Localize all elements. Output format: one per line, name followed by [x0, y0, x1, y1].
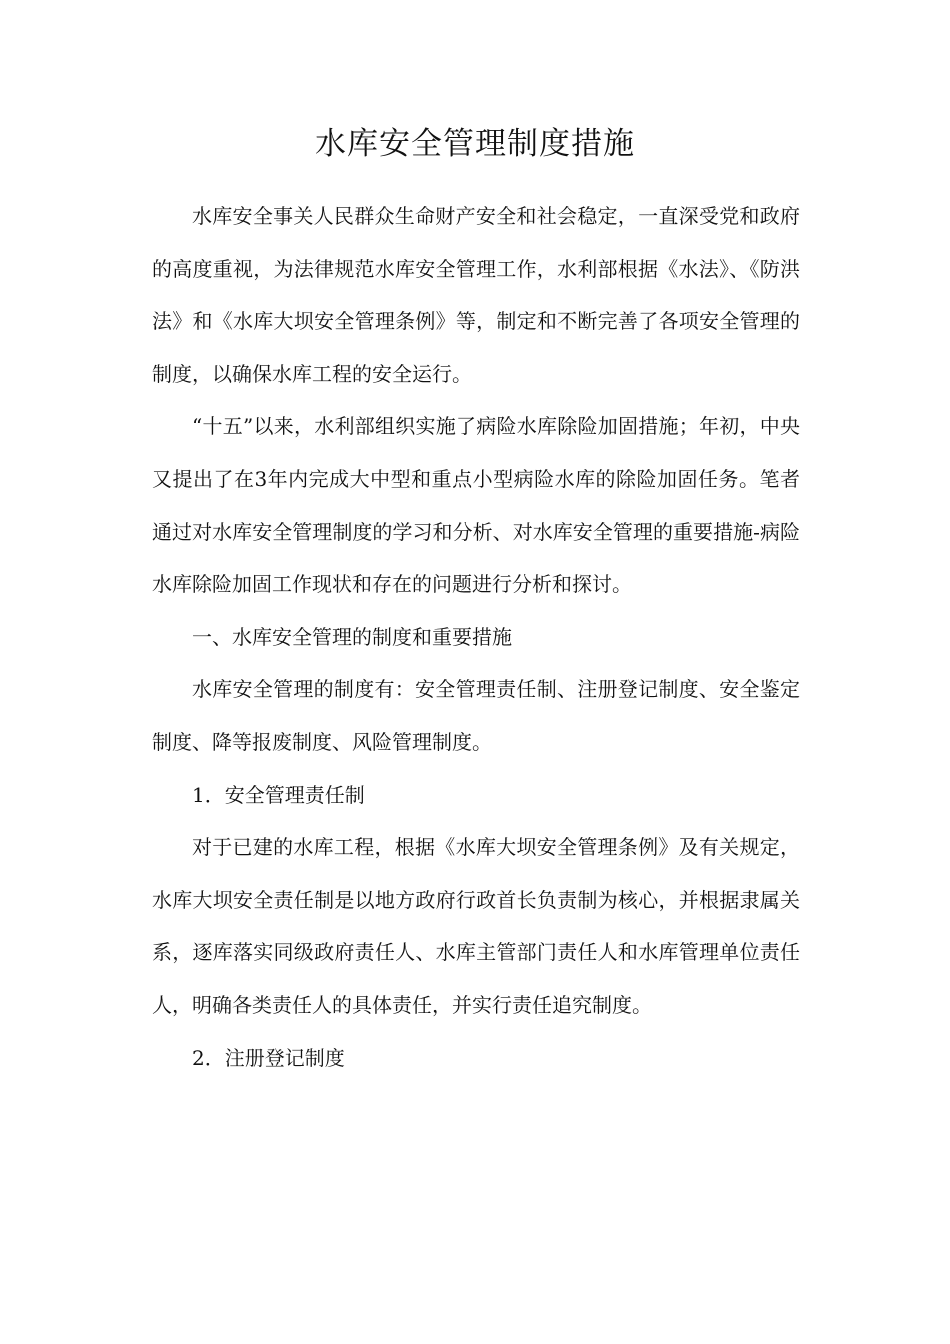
subheading-registration: 2．注册登记制度	[192, 1045, 345, 1070]
paragraph-responsibility: 对于已建的水库工程，根据《水库大坝安全管理条例》及有关规定，水库大坝安全责任制是以地方政府行政首长负责制为核心，并根据隶属关系，逐库落实同级政府责任人、水库主管部门责任人和水库管理单位责任人，明确各类责任人的具体责任，并实行责任追究制度。	[152, 835, 800, 1017]
subheading-responsibility: 1．安全管理责任制	[192, 782, 365, 807]
document-body	[152, 190, 800, 1084]
section-heading-1: 一、水库安全管理的制度和重要措施	[192, 624, 512, 649]
paragraph-background: “十五”以来，水利部组织实施了病险水库除险加固措施；年初，中央又提出了在3年内完成大中型和重点小型病险水库的除险加固任务。笔者通过对水库安全管理制度的学习和分析、对水库安全管理的重要措施-病险水库除险加固工作现状和存在的问题进行分析和探讨。	[152, 414, 800, 597]
paragraph-introduction: 水库安全事关人民群众生命财产安全和社会稳定，一直深受党和政府的高度重视，为法律规范水库安全管理工作，水利部根据《水法》、《防洪法》和《水库大坝安全管理条例》等，制定和不断完善了各项安全管理的制度，以确保水库工程的安全运行。	[152, 204, 800, 386]
paragraph-system-list: 水库安全管理的制度有：安全管理责任制、注册登记制度、安全鉴定制度、降等报废制度、风险管理制度。	[152, 677, 800, 754]
document-title: 水库安全管理制度措施	[315, 126, 635, 162]
